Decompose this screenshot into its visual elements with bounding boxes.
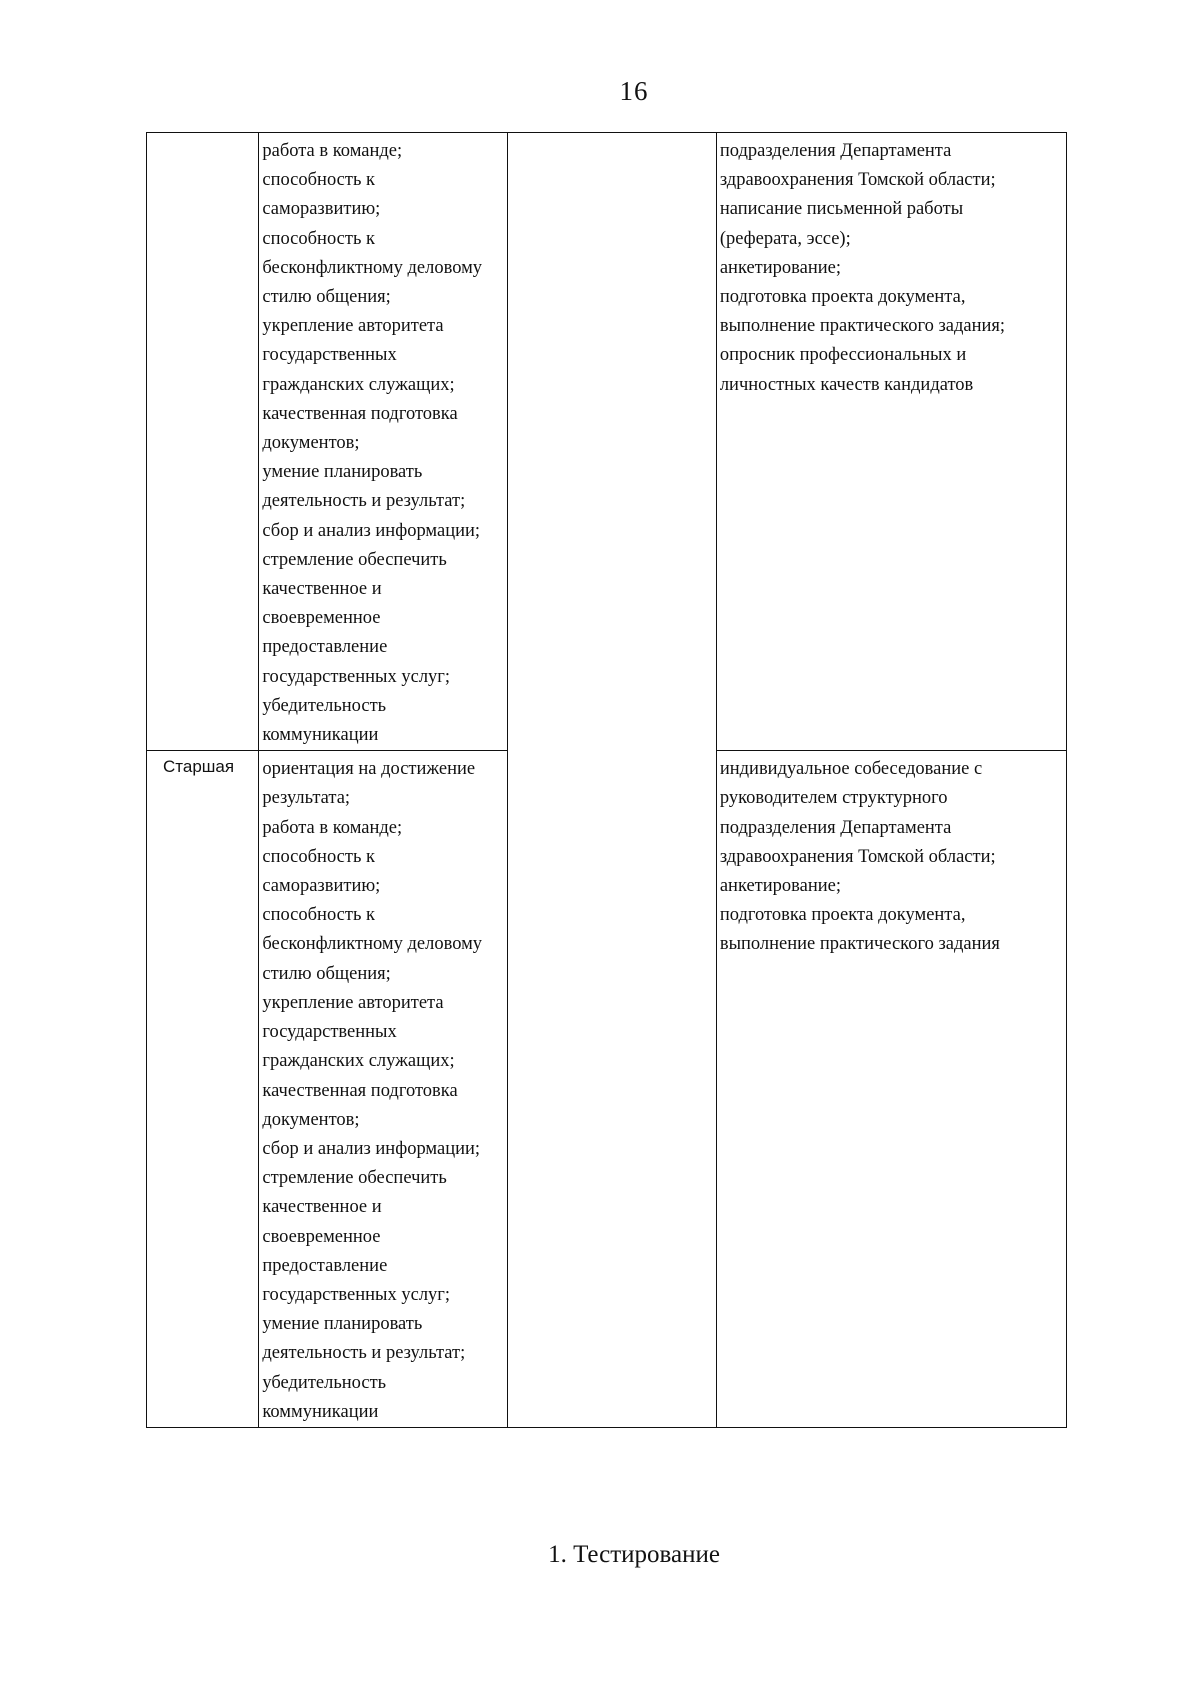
list-item: коммуникации <box>262 1401 379 1422</box>
list-item: (реферата, эссе); <box>719 228 851 249</box>
list-item: документов; <box>262 433 360 454</box>
list-item: коммуникации <box>262 725 379 746</box>
list-item: укрепление авторитета <box>262 992 444 1013</box>
list-item: стремление обеспечить <box>262 549 447 570</box>
list-item: работа в команде; <box>262 817 403 838</box>
list-item: умение планировать <box>262 1314 423 1335</box>
list-item: результата; <box>262 788 351 809</box>
competencies-cell <box>259 133 508 751</box>
list-item: руководителем структурного <box>719 788 948 809</box>
list-item: подготовка проекта документа, <box>719 287 966 308</box>
list-item: своевременное <box>262 1226 381 1247</box>
list-item: гражданских служащих; <box>262 1051 455 1072</box>
list-item: выполнение практического задания <box>719 934 1000 955</box>
list-item: деятельность и результат; <box>262 1343 466 1364</box>
list-item: предоставление <box>262 1255 388 1276</box>
list-item: своевременное <box>262 608 381 629</box>
group-label: Старшая <box>163 757 235 777</box>
list-item: умение планировать <box>262 462 423 483</box>
list-item: гражданских служащих; <box>262 374 455 395</box>
list-item: саморазвитию; <box>262 199 381 220</box>
list-item: подразделения Департамента <box>719 141 952 161</box>
list-item: стилю общения; <box>262 287 391 308</box>
competencies-cell <box>259 751 508 1428</box>
methods-list <box>717 751 1066 959</box>
list-item: документов; <box>262 1109 360 1130</box>
list-item: укрепление авторитета <box>262 316 444 337</box>
list-item: выполнение практического задания; <box>719 316 1006 337</box>
list-item: убедительность <box>262 1372 387 1393</box>
competencies-list <box>259 751 507 1427</box>
list-item: способность к <box>262 170 376 191</box>
list-item: сбор и анализ информации; <box>262 520 481 541</box>
competencies-list <box>259 133 507 750</box>
list-item: государственных <box>262 345 397 366</box>
methods-cell <box>716 133 1066 751</box>
list-item: стилю общения; <box>262 963 391 984</box>
list-item: личностных качеств кандидатов <box>719 374 974 395</box>
table-row <box>147 133 1067 751</box>
list-item: подразделения Департамента <box>719 817 952 838</box>
list-item: подготовка проекта документа, <box>719 905 966 926</box>
competency-table <box>146 132 1067 1428</box>
list-item: качественная подготовка <box>262 403 458 424</box>
section-heading: 1. Тестирование <box>548 1541 720 1568</box>
list-item: анкетирование; <box>719 257 842 278</box>
list-item: опросник профессиональных и <box>719 345 967 366</box>
group-cell <box>147 751 259 1428</box>
list-item: саморазвитию; <box>262 876 381 897</box>
list-item: убедительность <box>262 695 387 716</box>
list-item: написание письменной работы <box>719 199 964 220</box>
list-item: государственных услуг; <box>262 1284 451 1305</box>
list-item: качественная подготовка <box>262 1080 458 1101</box>
list-item: способность к <box>262 846 376 867</box>
list-item: качественное и <box>262 1197 382 1218</box>
empty-cell <box>508 133 717 1428</box>
methods-list <box>717 133 1066 400</box>
list-item: стремление обеспечить <box>262 1168 447 1189</box>
list-item: сбор и анализ информации; <box>262 1138 481 1159</box>
group-cell <box>147 133 259 751</box>
list-item: качественное и <box>262 579 382 600</box>
methods-cell <box>716 751 1066 1428</box>
list-item: здравоохранения Томской области; <box>719 846 996 867</box>
list-item: деятельность и результат; <box>262 491 466 512</box>
list-item: ориентация на достижение <box>262 759 476 780</box>
list-item: государственных услуг; <box>262 666 451 687</box>
list-item: способность к <box>262 228 376 249</box>
list-item: бесконфликтному деловому <box>262 257 483 278</box>
list-item: предоставление <box>262 637 388 658</box>
list-item: способность к <box>262 905 376 926</box>
list-item: работа в команде; <box>262 141 403 161</box>
list-item: здравоохранения Томской области; <box>719 170 996 191</box>
list-item: индивидуальное собеседование с <box>719 759 983 780</box>
list-item: анкетирование; <box>719 876 842 897</box>
list-item: бесконфликтному деловому <box>262 934 483 955</box>
page-number: 16 <box>619 76 649 106</box>
list-item: государственных <box>262 1022 397 1043</box>
group-label <box>147 133 258 137</box>
